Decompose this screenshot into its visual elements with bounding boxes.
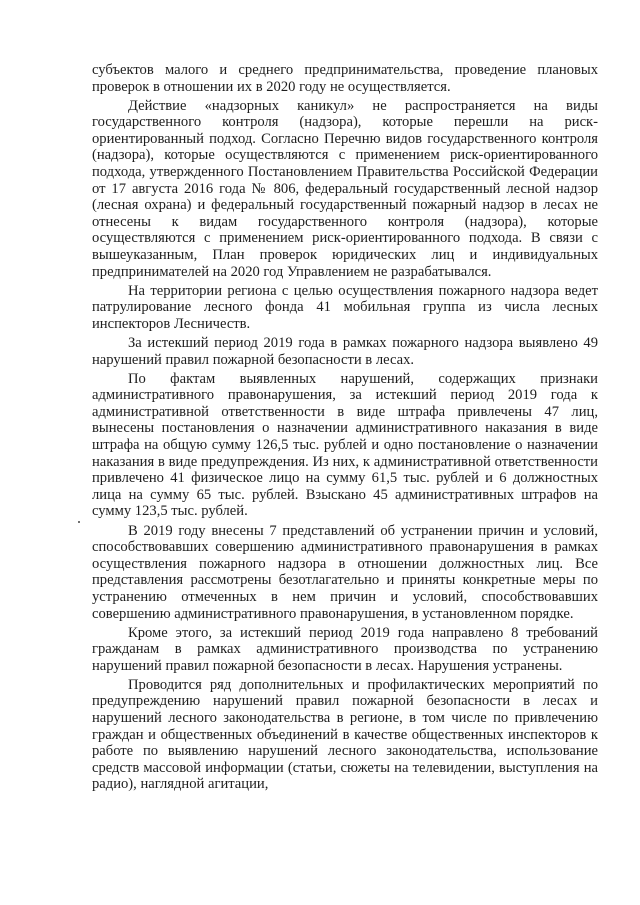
paragraph-supervisory-holidays: Действие «надзорных каникул» не распространяется на виды государственного контроля (надзора), которые перешли на риск-ориентированный подход. Согласно Перечню видов государственного контроля (надзора), которые осуществляются с применением риск-ориентированного подхода, утвержденного Постановлением Правительства Российской Федерации от 17 августа 2016 года № 806, федеральный государственный лесной надзор (лесная охрана) и федеральный государственный пожарный надзор в лесах не отнесены к видам государственного контроля (надзора), которые осуществляются с применением риск-ориентированного подхода. В связи с вышеуказанным, План проверок юридических лиц и индивидуальных предпринимателей на 2020 год Управлением не разрабатывался. [92,97,598,280]
paragraph-patrol: На территории региона с целью осуществления пожарного надзора ведет патрулирование лесного фонда 41 мобильная группа из числа лесных инспекторов Лесничеств. [92,282,598,332]
paragraph-violations-found: За истекший период 2019 года в рамках пожарного надзора выявлено 49 нарушений правил пожарной безопасности в лесах. [92,335,598,368]
margin-mark [78,521,80,523]
paragraph-continuation: субъектов малого и среднего предпринимательства, проведение плановых проверок в отношении их в 2020 году не осуществляется. [92,62,598,95]
paragraph-requirements: Кроме этого, за истекший период 2019 года направлено 8 требований гражданам в рамках административного производства по устранению нарушений правил пожарной безопасности в лесах. Нарушения устранены. [92,624,598,674]
paragraph-preventive-measures: Проводится ряд дополнительных и профилактических мероприятий по предупреждению нарушений правил пожарной безопасности в лесах и нарушений лесного законодательства в регионе, в том числе по привлечению граждан и общественных объединений в качестве общественных инспекторов к работе по выявлению нарушений лесного законодательства, использование средств массовой информации (статьи, сюжеты на телевидении, выступления на радио), наглядной агитации, [92,676,598,793]
paragraph-penalties: По фактам выявленных нарушений, содержащих признаки административного правонарушения, за истекший период 2019 года к административной ответственности в виде штрафа привлечены 47 лиц, вынесены постановления о назначении административного наказания в виде штрафа на общую сумму 126,5 тыс. рублей и одно постановление о назначении наказания в виде предупреждения. Из них, к административной ответственности привлечено 41 физическое лицо на сумму 61,5 тыс. рублей и 6 должностных лица на сумму 65 тыс. рублей. Взыскано 45 административных штрафов на сумму 123,5 тыс. рублей. [92,370,598,520]
document-body [92,62,598,796]
paragraph-representations: В 2019 году внесены 7 представлений об устранении причин и условий, способствовавших совершению административного правонарушения в рамках осуществления пожарного надзора в отношении должностных лиц. Все представления рассмотрены безотлагательно и приняты конкретные меры по устранению отмеченных в нем причин и условий, способствовавших совершению административного правонарушения, в установленном порядке. [92,522,598,622]
